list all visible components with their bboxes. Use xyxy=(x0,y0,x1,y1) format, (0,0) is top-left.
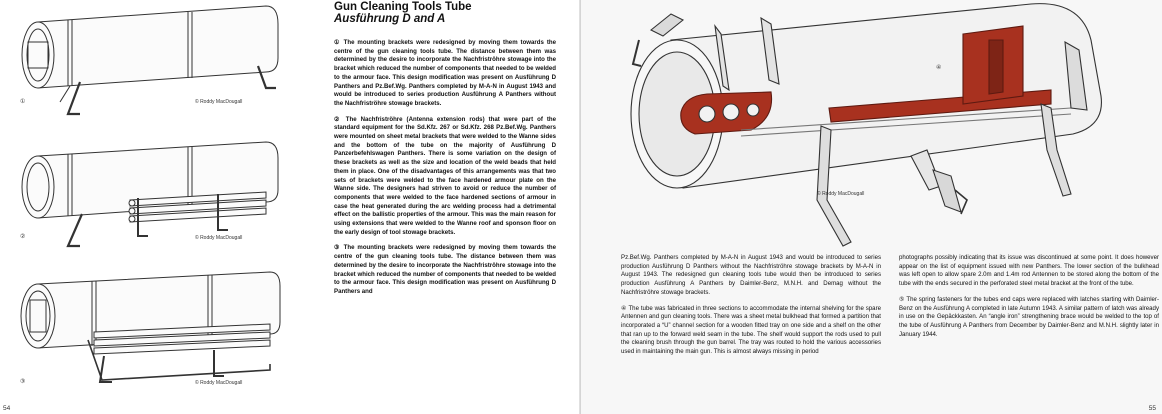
figure-3-label: ③ xyxy=(20,379,26,385)
right-col2-paragraph-2: ⑤ The spring fasteners for the tubes end caps were replaced with latches starting with Daimler-Benz on the Ausführung A completed in late Autumn 1943. A similar pattern of latch was already in use on the Gepäckkasten. An “angle iron” strengthening brace would be welded to the top of the tube of Ausführung A Panthers from December by Daimler-Benz and M.N.H. slightly later in January 1944. xyxy=(899,295,1159,338)
right-text-column-1 xyxy=(621,254,881,364)
right-page xyxy=(581,0,1162,414)
right-text-column-2 xyxy=(899,254,1159,346)
right-col2-paragraph-1: photographs possibly indicating that its issue was discontinued at some point. It does however appear on the list of equipment issued with new Panthers. The lower section of the bulkhead was left open to allow spare 2.0m and 1.4m rod Antennen to be stored along the bottom of the tube with the ends secured in the perforated steel metal bracket at the front of the tube. xyxy=(899,254,1159,288)
left-page xyxy=(0,0,580,414)
figure-1-credit: © Roddy MacDougall xyxy=(195,99,243,105)
figure-1-label: ① xyxy=(20,99,26,105)
right-col1-paragraph-1: Pz.Bef.Wg. Panthers completed by M-A-N in August 1943 and would be introduced to series production Ausführung D Panthers without the Nachfriströhre stowage brackets by M-A-N in August 1943. The redesigned gun cleaning tools tube would then be introduced to series production Ausführung A Panthers by Daimler-Benz, M.N.H. and Demag without the Nachfriströhre stowage brackets. xyxy=(621,254,881,296)
title-block xyxy=(334,1,559,26)
right-col1-paragraph-2: ④ The tube was fabricated in three sections to accommodate the internal shelving for the spare Antennen and gun cleaning tools. There was a sheet metal bulkhead that formed a partition that incorporated a “U” channel section for a wooden fitted tray on one side and a shelf on the other that ran up to the forward weld seam in the tube. The shelf would support the rods used to pull the cleaning brush through the gun barrel. The tray was routed to hold the various accessories used in maintaining the main gun. This is almost always missing in period xyxy=(621,304,881,356)
page-subtitle: Ausführung D and A xyxy=(334,13,446,25)
figure-3-credit: © Roddy MacDougall xyxy=(195,380,243,386)
figure-3-tube-drawing xyxy=(8,270,308,392)
figure-4-label: ④ xyxy=(936,65,942,71)
figure-2-credit: © Roddy MacDougall xyxy=(195,235,243,241)
paragraph-3: ③ The mounting brackets were redesigned by moving them towards the centre of the gun cleaning tools tube. The distance between them was determined by the desire to incorporate the Nachfriströhre stowage into the bracket which reduced the number of components that needed to be welded to the armour face. This design modification was present on Ausführung D Panthers and xyxy=(334,244,556,295)
figure-2-label: ② xyxy=(20,234,26,240)
figure-2-tube-drawing xyxy=(8,138,308,256)
figure-1-tube-drawing xyxy=(8,2,308,120)
paragraph-1: ① The mounting brackets were redesigned by moving them towards the centre of the gun cleaning tools tube. The distance between them was determined by the desire to incorporate the Nachfriströhre stowage into the bracket which reduced the number of components that needed to be welded to the armour face. This design modification was present on Ausführung D Panthers and Pz.Bef.Wg. Panthers completed by M-A-N in August 1943 and would be introduced to series production Ausführung A Panthers without the Nachfriströhre stowage brackets. xyxy=(334,39,556,107)
page-title: Gun Cleaning Tools Tube xyxy=(334,1,472,13)
page-number-left: 54 xyxy=(3,405,11,412)
figure-4-credit: © Roddy MacDougall xyxy=(817,191,865,197)
page-number-right: 55 xyxy=(1148,405,1156,412)
left-text-column xyxy=(334,39,556,304)
paragraph-2: ② The Nachfriströhre (Antenna extension rods) that were part of the standard equipment for the Sd.Kfz. 267 or Sd.Kfz. 268 Pz.Bef.Wg. Panthers were mounted on sheet metal brackets that were welded to the Wanne sides and the bottom of the tube on the majority of Ausführung D Panzerbefehlswagen Panthers. There is some variation on the design of these brackets as well as the size and location of the weld beads that held them in place. One of the disadvantages of this arrangements was that two sets of brackets were welded to the face hardened armour plate on the Wanne side. The designers had striven to avoid or reduce the number of components that were welded to the face hardened sections of armour in case the heat generated during the arc welding process had a detrimental effect on the ballistic properties of the armour. This was the main reason for using extensions that were welded to the Wanne roof and sponson floor on the early design of tool stowage brackets. xyxy=(334,115,556,236)
figure-4-tube-cutaway-drawing xyxy=(611,0,1151,252)
